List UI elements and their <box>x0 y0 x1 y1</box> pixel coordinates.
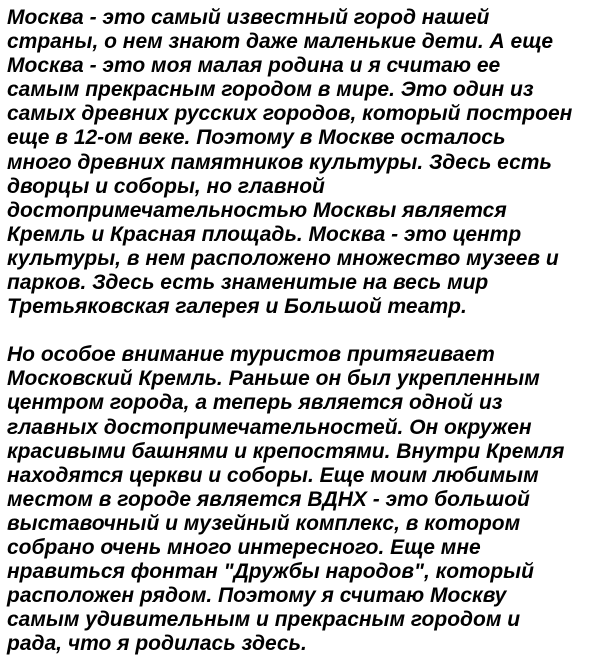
text-line: еще в 12-ом веке. Поэтому в Москве осталось <box>7 126 506 150</box>
text-line: красивыми башнями и крепостями. Внутри Кремля <box>7 439 565 463</box>
text-line: самым прекрасным городом в мире. Это один из <box>7 78 534 102</box>
text-line: нравиться фонтан "Дружбы народов", который <box>7 560 534 584</box>
text-line: культуры, в нем расположено множество музеев и <box>7 246 559 270</box>
text-line: дворцы и соборы, но главной <box>7 174 325 198</box>
text-line: Москва - это моя малая родина и я считаю ее <box>7 54 501 78</box>
text-line: самым удивительным и прекрасным городом и <box>7 608 521 632</box>
text-line: самых древних русских городов, который построен <box>7 102 573 126</box>
text-line: Московский Кремль. Раньше он был укрепленным <box>7 367 540 391</box>
text-line: главных достопримечательностей. Он окружен <box>7 415 532 439</box>
text-line: рада, что я родилась здесь. <box>7 632 307 656</box>
text-line: Но особое внимание туристов притягивает <box>7 343 495 367</box>
text-line: расположен рядом. Поэтому я считаю Москву <box>7 584 507 608</box>
text-line: Кремль и Красная площадь. Москва - это центр <box>7 222 522 246</box>
text-line: выставочный и музейный комплекс, в котором <box>7 511 521 535</box>
paragraph-2 <box>7 343 600 656</box>
text-line: собрано очень много интересного. Еще мне <box>7 535 481 559</box>
text-line: парков. Здесь есть знаменитые на весь мир <box>7 271 489 295</box>
paragraph-1 <box>7 6 600 319</box>
text-line: находятся церкви и соборы. Еще моим любимым <box>7 463 539 487</box>
text-line: страны, о нем знают даже маленькие дети. А еще <box>7 30 554 54</box>
text-line: местом в городе является ВДНХ - это большой <box>7 487 530 511</box>
text-line: центром города, а теперь является одной из <box>7 391 503 415</box>
text-line: Москва - это самый известный город нашей <box>7 6 490 29</box>
text-line: много древних памятников культуры. Здесь есть <box>7 150 552 174</box>
text-line: Третьяковская галерея и Большой театр. <box>7 295 467 319</box>
text-line: достопримечательностью Москвы является <box>7 198 507 222</box>
